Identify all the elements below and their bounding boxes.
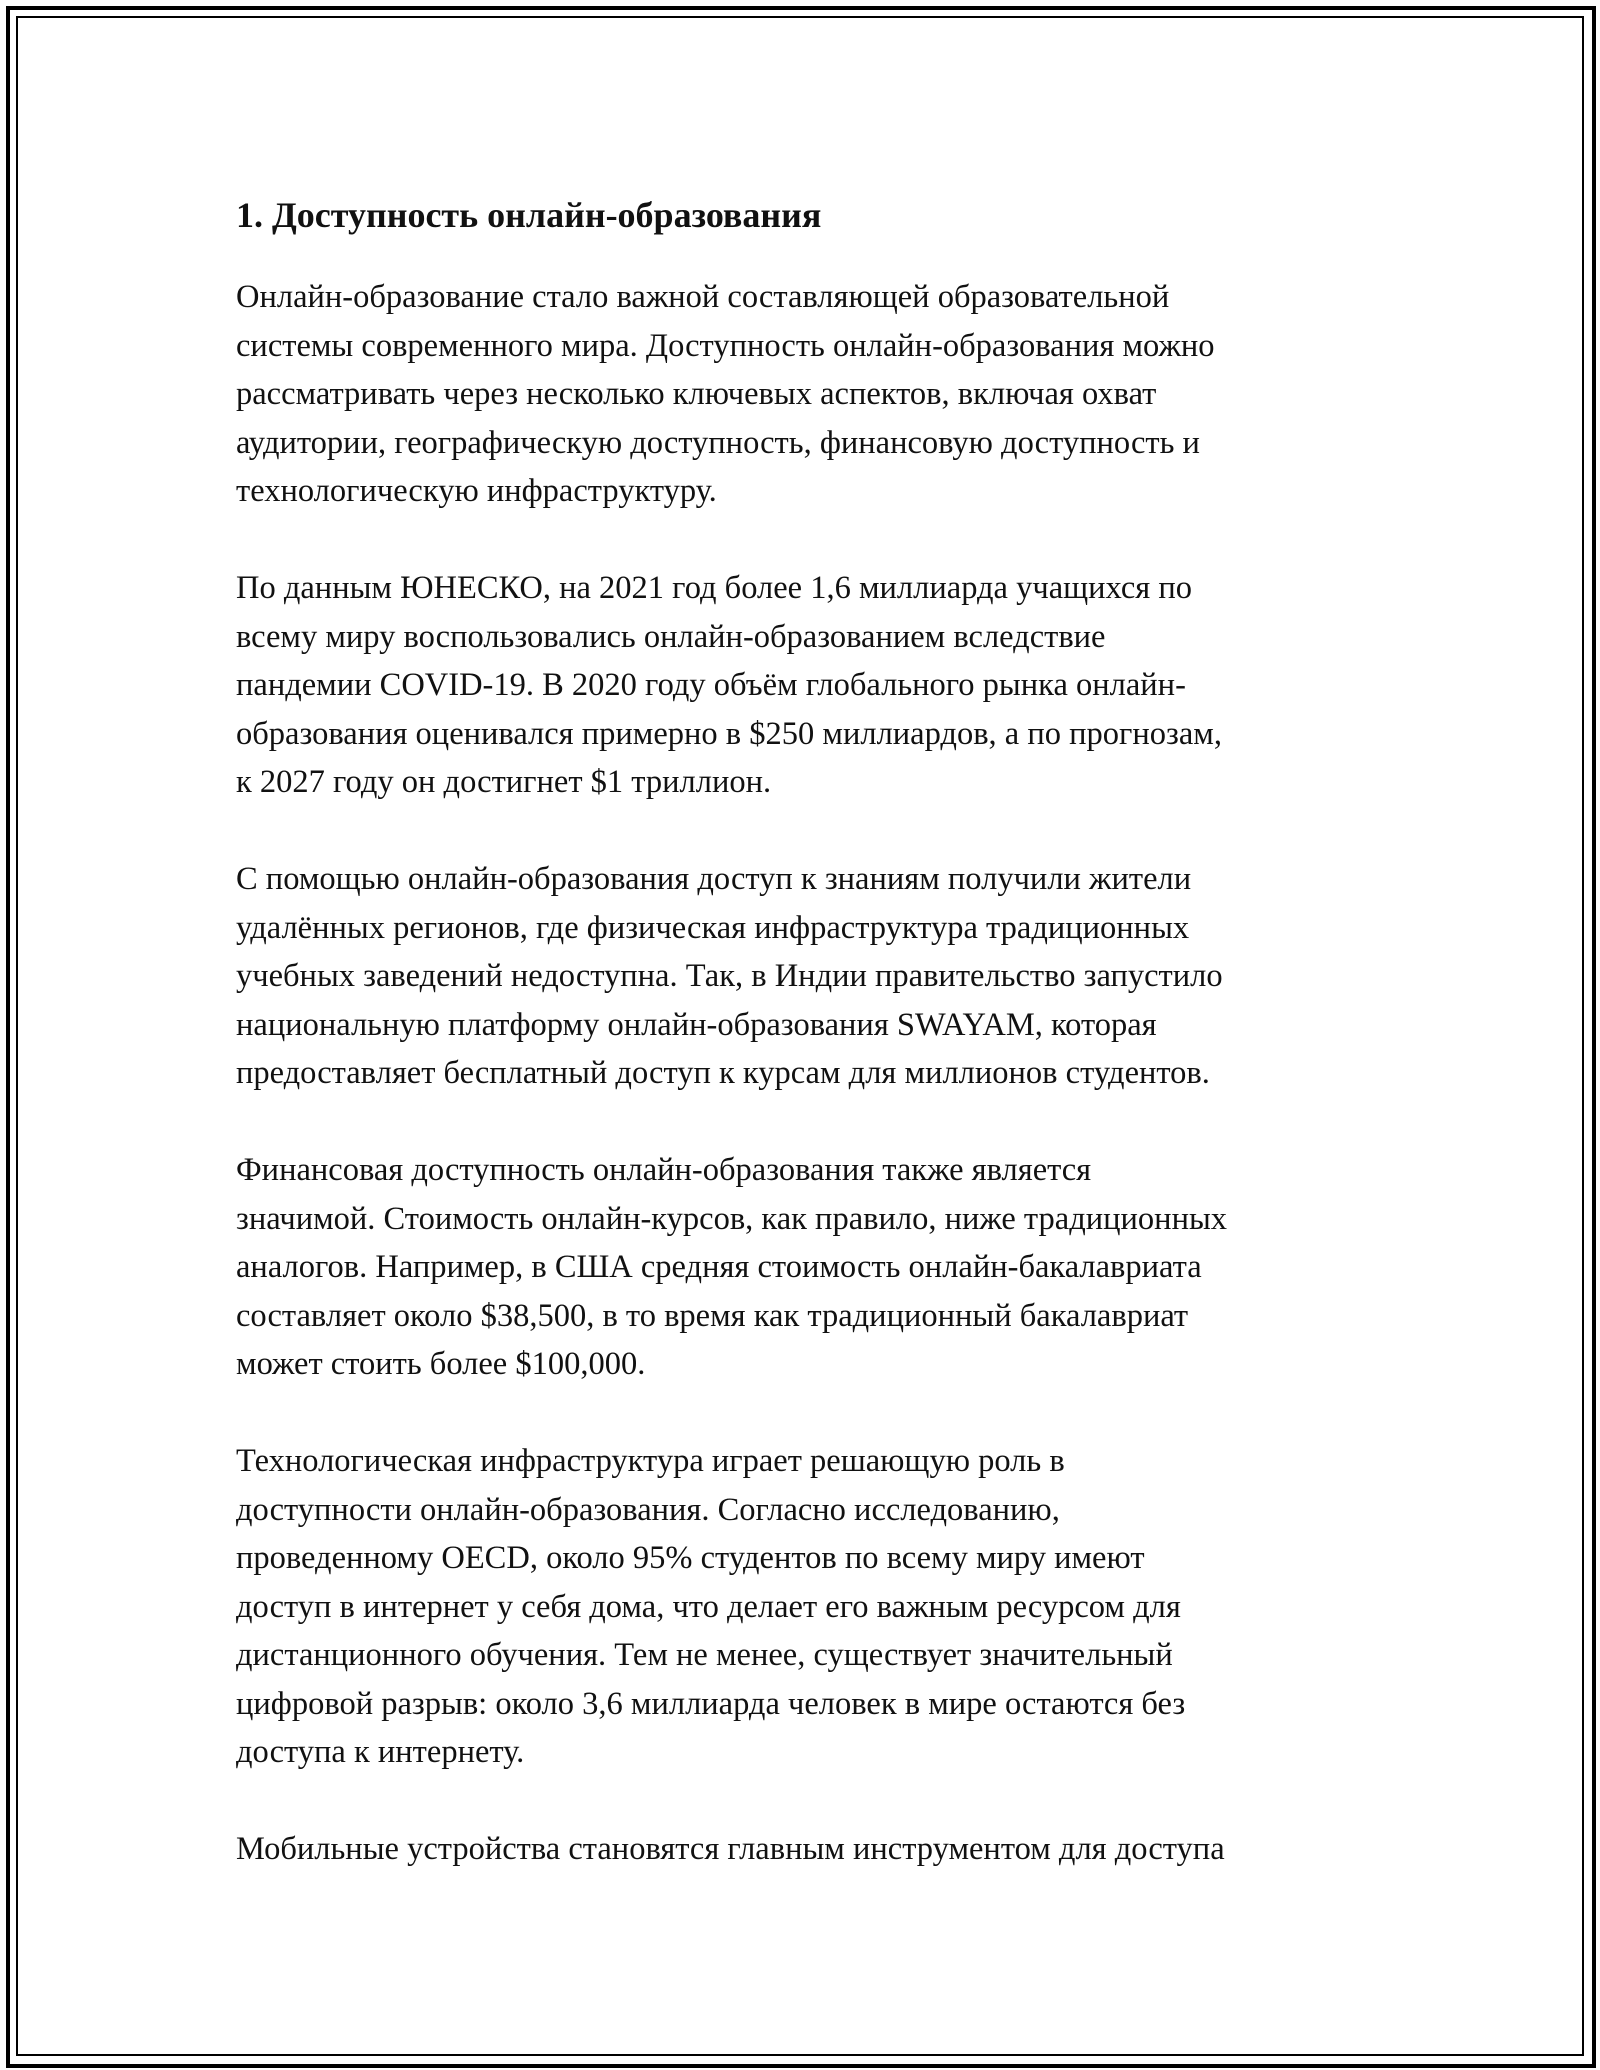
paragraph <box>236 855 1366 1098</box>
paragraph-line: пандемии COVID-19. В 2020 году объём глобального рынка онлайн- <box>236 667 1186 703</box>
paragraph-line: к 2027 году он достигнет $1 триллион. <box>236 764 772 800</box>
paragraph-line: национальную платформу онлайн-образования SWAYAM, которая <box>236 1006 1157 1043</box>
paragraph-line: аналогов. Например, в США средняя стоимость онлайн-бакалавриата <box>236 1249 1202 1285</box>
paragraph-line: Технологическая инфраструктура играет решающую роль в <box>236 1443 1065 1479</box>
paragraph-line: С помощью онлайн-образования доступ к знаниям получили жители <box>236 861 1192 897</box>
paragraph-line: цифровой разрыв: около 3,6 миллиарда человек в мире остаются без <box>236 1685 1186 1722</box>
paragraph-line: может стоить более $100,000. <box>236 1346 646 1382</box>
paragraph-line: всему миру воспользовались онлайн-образованием вследствие <box>236 618 1106 655</box>
paragraph <box>236 1437 1366 1777</box>
paragraph-line: доступности онлайн-образования. Согласно исследованию, <box>236 1491 1060 1528</box>
paragraph-line: образования оценивался примерно в $250 миллиардов, а по прогнозам, <box>236 715 1222 752</box>
paragraph-line: Онлайн-образование стало важной составляющей образовательной <box>236 279 1170 315</box>
paragraph <box>236 273 1366 516</box>
paragraph-line: удалённых регионов, где физическая инфраструктура традиционных <box>236 909 1190 946</box>
paragraph-line: предоставляет бесплатный доступ к курсам для миллионов студентов. <box>236 1055 1210 1091</box>
paragraph-line: составляет около $38,500, в то время как традиционный бакалавриат <box>236 1297 1189 1334</box>
paragraph <box>236 564 1366 807</box>
paragraph-line: технологическую инфраструктуру. <box>236 473 717 509</box>
paragraph <box>236 1146 1366 1389</box>
paragraph-line: доступ в интернет у себя дома, что делает его важным ресурсом для <box>236 1588 1181 1625</box>
paragraph-line: По данным ЮНЕСКО, на 2021 год более 1,6 миллиарда учащихся по <box>236 570 1192 606</box>
document-body <box>236 185 1366 1922</box>
section-heading: 1. Доступность онлайн-образования <box>236 195 822 235</box>
paragraph <box>236 1825 1366 1874</box>
paragraph-line: значимой. Стоимость онлайн-курсов, как правило, ниже традиционных <box>236 1200 1228 1237</box>
paragraph-list <box>236 273 1366 1874</box>
paragraph-line: проведенному OECD, около 95% студентов по всему миру имеют <box>236 1540 1145 1576</box>
paragraph-line: учебных заведений недоступна. Так, в Индии правительство запустило <box>236 958 1223 994</box>
paragraph-line: рассматривать через несколько ключевых аспектов, включая охват <box>236 376 1157 412</box>
paragraph-line: доступа к интернету. <box>236 1734 525 1770</box>
paragraph-line: аудитории, географическую доступность, финансовую доступность и <box>236 424 1200 461</box>
paragraph-line: системы современного мира. Доступность онлайн-образования можно <box>236 327 1215 364</box>
paragraph-line: Мобильные устройства становятся главным инструментом для доступа <box>236 1831 1225 1867</box>
paragraph-line: дистанционного обучения. Тем не менее, существует значительный <box>236 1637 1173 1673</box>
paragraph-line: Финансовая доступность онлайн-образования также является <box>236 1152 1092 1188</box>
